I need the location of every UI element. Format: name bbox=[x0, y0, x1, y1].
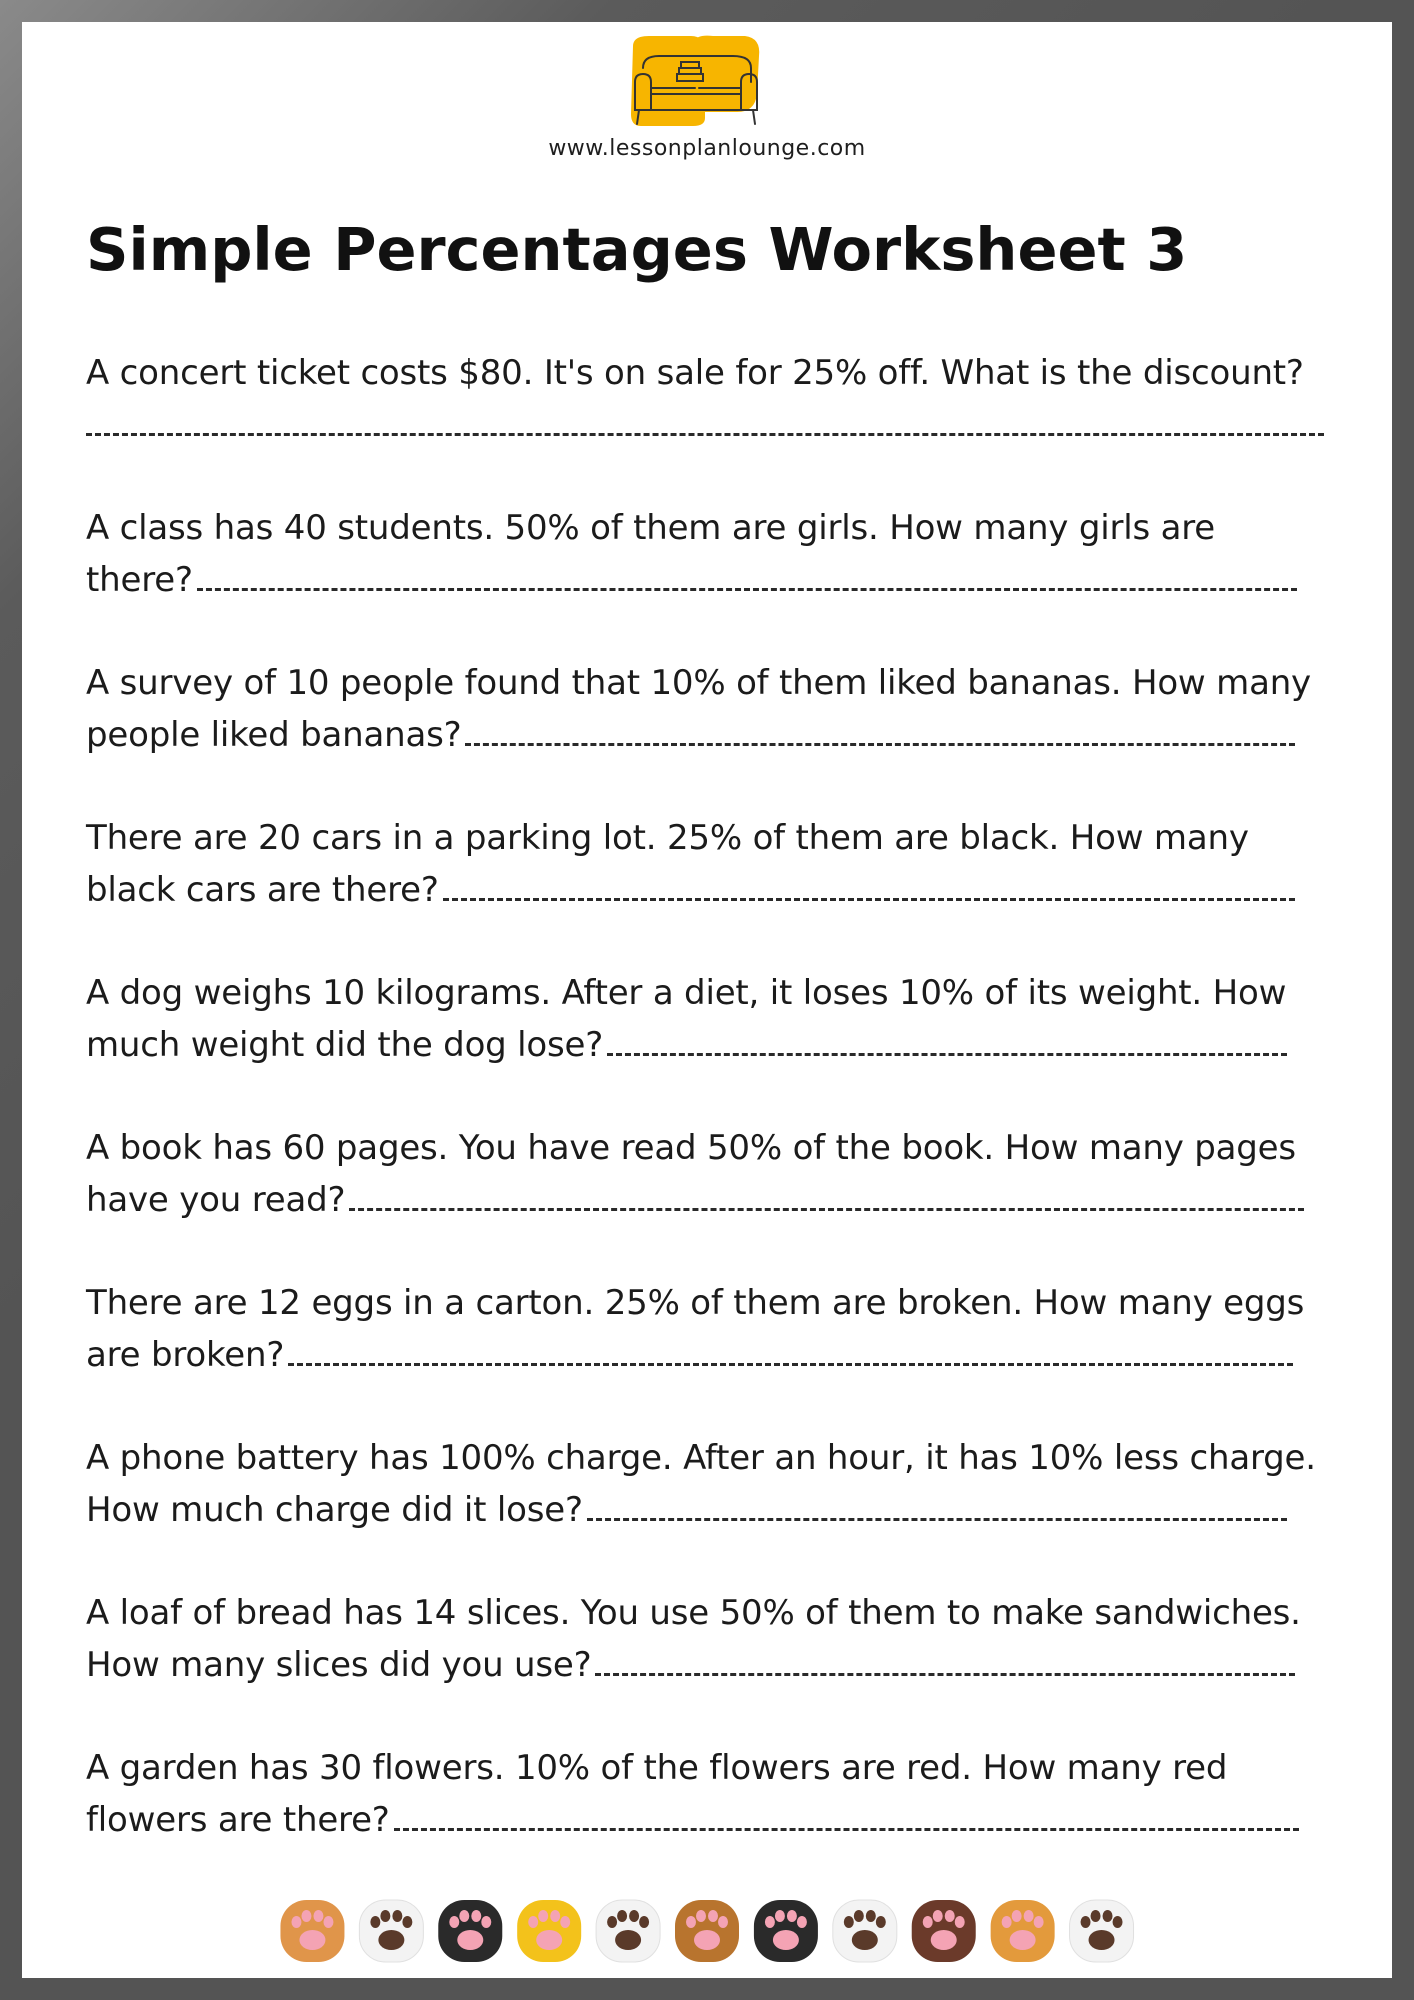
question-text-continued: flowers are there? bbox=[86, 1800, 390, 1840]
paw-icon bbox=[280, 1900, 344, 1962]
question-text: A book has 60 pages. You have read 50% of the book. How many pages bbox=[86, 1128, 1296, 1168]
paw-icon bbox=[912, 1900, 976, 1962]
question-text: A loaf of bread has 14 slices. You use 50% of them to make sandwiches. bbox=[86, 1593, 1301, 1633]
question-text-continued: people liked bananas? bbox=[86, 715, 462, 755]
answer-line[interactable] bbox=[288, 1333, 1293, 1366]
question-text: A garden has 30 flowers. 10% of the flowers are red. How many red bbox=[86, 1748, 1228, 1788]
question-text-continued: much weight did the dog lose? bbox=[86, 1025, 604, 1065]
paw-icon bbox=[596, 1900, 660, 1962]
answer-line[interactable] bbox=[86, 403, 1324, 436]
paw-icon bbox=[517, 1900, 581, 1962]
question-text-continued: are broken? bbox=[86, 1335, 285, 1375]
paw-print-icons bbox=[273, 1888, 1141, 1966]
answer-line[interactable] bbox=[394, 1798, 1299, 1831]
answer-line[interactable] bbox=[197, 558, 1297, 591]
paw-icon bbox=[675, 1900, 739, 1962]
question-4 bbox=[86, 812, 1348, 967]
answer-line[interactable] bbox=[607, 1023, 1287, 1056]
question-text: A class has 40 students. 50% of them are girls. How many girls are bbox=[86, 508, 1215, 548]
question-text: There are 12 eggs in a carton. 25% of them are broken. How many eggs bbox=[86, 1283, 1305, 1323]
question-9 bbox=[86, 1587, 1348, 1742]
paw-icon bbox=[833, 1900, 897, 1962]
question-text-continued: How many slices did you use? bbox=[86, 1645, 592, 1685]
answer-line[interactable] bbox=[349, 1178, 1304, 1211]
question-list bbox=[86, 347, 1348, 1897]
question-text: A phone battery has 100% charge. After an hour, it has 10% less charge. bbox=[86, 1438, 1316, 1478]
question-1 bbox=[86, 347, 1348, 502]
question-text: There are 20 cars in a parking lot. 25% of them are black. How many bbox=[86, 818, 1249, 858]
answer-line[interactable] bbox=[587, 1488, 1287, 1521]
question-7 bbox=[86, 1277, 1348, 1432]
question-text-continued: there? bbox=[86, 560, 193, 600]
paw-icon bbox=[1070, 1900, 1134, 1962]
question-2 bbox=[86, 502, 1348, 657]
paw-icon bbox=[359, 1900, 423, 1962]
question-8 bbox=[86, 1432, 1348, 1587]
worksheet-title: Simple Percentages Worksheet 3 bbox=[86, 215, 1188, 284]
question-text-continued: black cars are there? bbox=[86, 870, 439, 910]
question-text: A dog weighs 10 kilograms. After a diet, it loses 10% of its weight. How bbox=[86, 973, 1287, 1013]
paw-icon bbox=[991, 1900, 1055, 1962]
answer-line[interactable] bbox=[595, 1643, 1295, 1676]
question-3 bbox=[86, 657, 1348, 812]
answer-line[interactable] bbox=[443, 868, 1295, 901]
question-10 bbox=[86, 1742, 1348, 1897]
question-6 bbox=[86, 1122, 1348, 1277]
question-text-continued: How much charge did it lose? bbox=[86, 1490, 583, 1530]
question-5 bbox=[86, 967, 1348, 1122]
sofa-logo-icon bbox=[613, 28, 777, 138]
paw-icon bbox=[754, 1900, 818, 1962]
question-text: A concert ticket costs $80. It's on sale for 25% off. What is the discount? bbox=[86, 353, 1304, 393]
site-url[interactable]: www.lessonplanlounge.com bbox=[548, 136, 866, 161]
paw-icon bbox=[438, 1900, 502, 1962]
answer-line[interactable] bbox=[465, 713, 1295, 746]
question-text-continued: have you read? bbox=[86, 1180, 346, 1220]
question-text: A survey of 10 people found that 10% of them liked bananas. How many bbox=[86, 663, 1311, 703]
